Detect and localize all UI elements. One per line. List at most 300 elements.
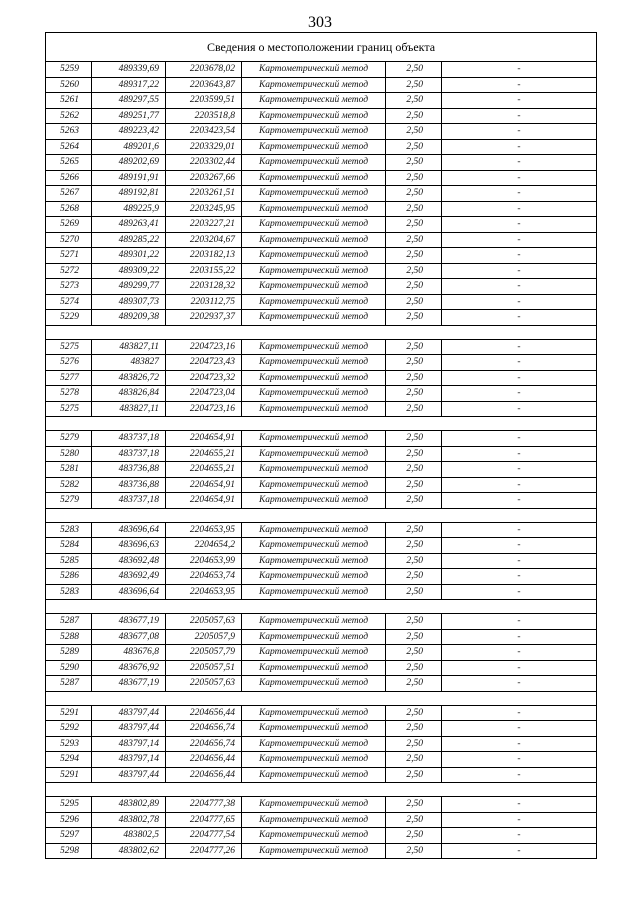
x-coordinate-cell: 489285,22: [92, 232, 166, 248]
table-row: [46, 170, 597, 186]
point-number-cell: 5265: [46, 155, 92, 171]
y-coordinate-cell: 2204653,99: [166, 553, 242, 569]
point-number-cell: 5279: [46, 493, 92, 509]
y-coordinate-cell: 2204656,44: [166, 705, 242, 721]
y-coordinate-cell: 2204654,2: [166, 538, 242, 554]
x-coordinate-cell: 483797,14: [92, 752, 166, 768]
y-coordinate-cell: 2204655,21: [166, 462, 242, 478]
x-coordinate-cell: 483736,88: [92, 462, 166, 478]
separator-cell: [46, 600, 597, 614]
method-cell: Картометрический метод: [242, 310, 386, 326]
description-cell: -: [442, 77, 597, 93]
point-number-cell: 5288: [46, 629, 92, 645]
method-cell: Картометрический метод: [242, 812, 386, 828]
x-coordinate-cell: 483802,62: [92, 843, 166, 859]
point-number-cell: 5281: [46, 462, 92, 478]
accuracy-cell: 2,50: [386, 812, 442, 828]
accuracy-cell: 2,50: [386, 828, 442, 844]
method-cell: Картометрический метод: [242, 62, 386, 78]
separator-row: [46, 783, 597, 797]
y-coordinate-cell: 2205057,63: [166, 676, 242, 692]
accuracy-cell: 2,50: [386, 263, 442, 279]
description-cell: -: [442, 232, 597, 248]
table-row: [46, 370, 597, 386]
y-coordinate-cell: 2204777,26: [166, 843, 242, 859]
point-number-cell: 5278: [46, 386, 92, 402]
boundary-table: [45, 32, 597, 859]
table-row: [46, 522, 597, 538]
table-row: [46, 279, 597, 295]
description-cell: -: [442, 339, 597, 355]
x-coordinate-cell: 483676,8: [92, 645, 166, 661]
method-cell: Картометрический метод: [242, 828, 386, 844]
table-row: [46, 77, 597, 93]
accuracy-cell: 2,50: [386, 752, 442, 768]
point-number-cell: 5263: [46, 124, 92, 140]
table-row: [46, 767, 597, 783]
description-cell: -: [442, 828, 597, 844]
method-cell: Картометрический метод: [242, 629, 386, 645]
description-cell: -: [442, 645, 597, 661]
accuracy-cell: 2,50: [386, 477, 442, 493]
page-number: 303: [308, 14, 332, 31]
point-number-cell: 5284: [46, 538, 92, 554]
description-cell: -: [442, 446, 597, 462]
x-coordinate-cell: 483827,11: [92, 339, 166, 355]
method-cell: Картометрический метод: [242, 660, 386, 676]
method-cell: Картометрический метод: [242, 431, 386, 447]
y-coordinate-cell: 2204653,74: [166, 569, 242, 585]
accuracy-cell: 2,50: [386, 139, 442, 155]
point-number-cell: 5267: [46, 186, 92, 202]
table-row: [46, 736, 597, 752]
table-body: [46, 33, 597, 859]
y-coordinate-cell: 2203227,21: [166, 217, 242, 233]
table-row: [46, 629, 597, 645]
table-row: [46, 355, 597, 371]
point-number-cell: 5287: [46, 614, 92, 630]
table-row: [46, 676, 597, 692]
method-cell: Картометрический метод: [242, 217, 386, 233]
accuracy-cell: 2,50: [386, 721, 442, 737]
y-coordinate-cell: 2205057,79: [166, 645, 242, 661]
point-number-cell: 5271: [46, 248, 92, 264]
table-row: [46, 431, 597, 447]
table-row: [46, 124, 597, 140]
table-row: [46, 93, 597, 109]
x-coordinate-cell: 483692,48: [92, 553, 166, 569]
x-coordinate-cell: 489317,22: [92, 77, 166, 93]
point-number-cell: 5294: [46, 752, 92, 768]
point-number-cell: 5291: [46, 705, 92, 721]
x-coordinate-cell: 489192,81: [92, 186, 166, 202]
separator-cell: [46, 508, 597, 522]
point-number-cell: 5276: [46, 355, 92, 371]
method-cell: Картометрический метод: [242, 263, 386, 279]
point-number-cell: 5296: [46, 812, 92, 828]
description-cell: -: [442, 767, 597, 783]
description-cell: -: [442, 93, 597, 109]
point-number-cell: 5268: [46, 201, 92, 217]
method-cell: Картометрический метод: [242, 676, 386, 692]
y-coordinate-cell: 2204777,54: [166, 828, 242, 844]
accuracy-cell: 2,50: [386, 767, 442, 783]
point-number-cell: 5291: [46, 767, 92, 783]
point-number-cell: 5283: [46, 522, 92, 538]
description-cell: -: [442, 752, 597, 768]
accuracy-cell: 2,50: [386, 248, 442, 264]
x-coordinate-cell: 483802,5: [92, 828, 166, 844]
separator-row: [46, 325, 597, 339]
y-coordinate-cell: 2203599,51: [166, 93, 242, 109]
y-coordinate-cell: 2204654,91: [166, 493, 242, 509]
table-row: [46, 155, 597, 171]
table-row: [46, 201, 597, 217]
description-cell: -: [442, 201, 597, 217]
point-number-cell: 5261: [46, 93, 92, 109]
accuracy-cell: 2,50: [386, 660, 442, 676]
point-number-cell: 5270: [46, 232, 92, 248]
method-cell: Картометрический метод: [242, 446, 386, 462]
y-coordinate-cell: 2205057,9: [166, 629, 242, 645]
accuracy-cell: 2,50: [386, 584, 442, 600]
table-row: [46, 386, 597, 402]
method-cell: Картометрический метод: [242, 538, 386, 554]
description-cell: -: [442, 170, 597, 186]
table-row: [46, 139, 597, 155]
x-coordinate-cell: 489191,91: [92, 170, 166, 186]
table-row: [46, 232, 597, 248]
point-number-cell: 5282: [46, 477, 92, 493]
accuracy-cell: 2,50: [386, 217, 442, 233]
y-coordinate-cell: 2205057,51: [166, 660, 242, 676]
accuracy-cell: 2,50: [386, 186, 442, 202]
accuracy-cell: 2,50: [386, 462, 442, 478]
accuracy-cell: 2,50: [386, 355, 442, 371]
separator-row: [46, 691, 597, 705]
table-row: [46, 217, 597, 233]
y-coordinate-cell: 2204723,16: [166, 339, 242, 355]
table-row: [46, 248, 597, 264]
method-cell: Картометрический метод: [242, 108, 386, 124]
description-cell: -: [442, 370, 597, 386]
x-coordinate-cell: 483737,18: [92, 446, 166, 462]
x-coordinate-cell: 483797,44: [92, 721, 166, 737]
table-row: [46, 339, 597, 355]
table-row: [46, 62, 597, 78]
accuracy-cell: 2,50: [386, 431, 442, 447]
point-number-cell: 5275: [46, 401, 92, 417]
y-coordinate-cell: 2204656,74: [166, 736, 242, 752]
y-coordinate-cell: 2205057,63: [166, 614, 242, 630]
description-cell: -: [442, 553, 597, 569]
table-row: [46, 660, 597, 676]
x-coordinate-cell: 483797,44: [92, 705, 166, 721]
description-cell: -: [442, 248, 597, 264]
method-cell: Картометрический метод: [242, 645, 386, 661]
description-cell: -: [442, 477, 597, 493]
x-coordinate-cell: 483696,64: [92, 584, 166, 600]
table-row: [46, 294, 597, 310]
method-cell: Картометрический метод: [242, 170, 386, 186]
point-number-cell: 5274: [46, 294, 92, 310]
y-coordinate-cell: 2204656,74: [166, 721, 242, 737]
method-cell: Картометрический метод: [242, 294, 386, 310]
point-number-cell: 5285: [46, 553, 92, 569]
separator-row: [46, 417, 597, 431]
description-cell: -: [442, 263, 597, 279]
table-row: [46, 812, 597, 828]
method-cell: Картометрический метод: [242, 248, 386, 264]
description-cell: -: [442, 108, 597, 124]
y-coordinate-cell: 2202937,37: [166, 310, 242, 326]
method-cell: Картометрический метод: [242, 401, 386, 417]
method-cell: Картометрический метод: [242, 93, 386, 109]
accuracy-cell: 2,50: [386, 370, 442, 386]
x-coordinate-cell: 489309,22: [92, 263, 166, 279]
point-number-cell: 5297: [46, 828, 92, 844]
description-cell: -: [442, 676, 597, 692]
y-coordinate-cell: 2204656,44: [166, 752, 242, 768]
method-cell: Картометрический метод: [242, 721, 386, 737]
method-cell: Картометрический метод: [242, 767, 386, 783]
description-cell: -: [442, 401, 597, 417]
x-coordinate-cell: 489201,6: [92, 139, 166, 155]
y-coordinate-cell: 2203643,87: [166, 77, 242, 93]
point-number-cell: 5229: [46, 310, 92, 326]
x-coordinate-cell: 483692,49: [92, 569, 166, 585]
y-coordinate-cell: 2203261,51: [166, 186, 242, 202]
method-cell: Картометрический метод: [242, 736, 386, 752]
x-coordinate-cell: 483696,63: [92, 538, 166, 554]
description-cell: -: [442, 797, 597, 813]
description-cell: -: [442, 431, 597, 447]
x-coordinate-cell: 483827,11: [92, 401, 166, 417]
accuracy-cell: 2,50: [386, 201, 442, 217]
method-cell: Картометрический метод: [242, 462, 386, 478]
y-coordinate-cell: 2204777,38: [166, 797, 242, 813]
accuracy-cell: 2,50: [386, 339, 442, 355]
table-row: [46, 263, 597, 279]
y-coordinate-cell: 2204654,91: [166, 431, 242, 447]
accuracy-cell: 2,50: [386, 108, 442, 124]
table-row: [46, 752, 597, 768]
point-number-cell: 5289: [46, 645, 92, 661]
x-coordinate-cell: 483826,72: [92, 370, 166, 386]
table-title: Сведения о местоположении границ объекта: [46, 33, 597, 62]
x-coordinate-cell: 483797,44: [92, 767, 166, 783]
accuracy-cell: 2,50: [386, 797, 442, 813]
method-cell: Картометрический метод: [242, 339, 386, 355]
accuracy-cell: 2,50: [386, 310, 442, 326]
method-cell: Картометрический метод: [242, 569, 386, 585]
x-coordinate-cell: 489297,55: [92, 93, 166, 109]
x-coordinate-cell: 489301,22: [92, 248, 166, 264]
separator-cell: [46, 783, 597, 797]
description-cell: -: [442, 721, 597, 737]
table-row: [46, 553, 597, 569]
x-coordinate-cell: 489202,69: [92, 155, 166, 171]
method-cell: Картометрический метод: [242, 370, 386, 386]
y-coordinate-cell: 2204777,65: [166, 812, 242, 828]
description-cell: -: [442, 139, 597, 155]
point-number-cell: 5264: [46, 139, 92, 155]
point-number-cell: 5275: [46, 339, 92, 355]
y-coordinate-cell: 2203128,32: [166, 279, 242, 295]
y-coordinate-cell: 2203204,67: [166, 232, 242, 248]
description-cell: -: [442, 217, 597, 233]
table-row: [46, 721, 597, 737]
table-row: [46, 797, 597, 813]
y-coordinate-cell: 2204723,32: [166, 370, 242, 386]
method-cell: Картометрический метод: [242, 186, 386, 202]
description-cell: -: [442, 155, 597, 171]
method-cell: Картометрический метод: [242, 752, 386, 768]
accuracy-cell: 2,50: [386, 705, 442, 721]
description-cell: -: [442, 294, 597, 310]
method-cell: Картометрический метод: [242, 155, 386, 171]
table-row: [46, 705, 597, 721]
x-coordinate-cell: 483677,19: [92, 614, 166, 630]
method-cell: Картометрический метод: [242, 124, 386, 140]
description-cell: -: [442, 538, 597, 554]
accuracy-cell: 2,50: [386, 124, 442, 140]
accuracy-cell: 2,50: [386, 401, 442, 417]
x-coordinate-cell: 489263,41: [92, 217, 166, 233]
accuracy-cell: 2,50: [386, 736, 442, 752]
table-row: [46, 462, 597, 478]
accuracy-cell: 2,50: [386, 386, 442, 402]
description-cell: -: [442, 660, 597, 676]
accuracy-cell: 2,50: [386, 446, 442, 462]
y-coordinate-cell: 2203302,44: [166, 155, 242, 171]
x-coordinate-cell: 483827: [92, 355, 166, 371]
description-cell: -: [442, 584, 597, 600]
accuracy-cell: 2,50: [386, 629, 442, 645]
table-row: [46, 645, 597, 661]
x-coordinate-cell: 483737,18: [92, 493, 166, 509]
separator-cell: [46, 691, 597, 705]
table-row: [46, 569, 597, 585]
point-number-cell: 5283: [46, 584, 92, 600]
y-coordinate-cell: 2204655,21: [166, 446, 242, 462]
method-cell: Картометрический метод: [242, 705, 386, 721]
point-number-cell: 5298: [46, 843, 92, 859]
point-number-cell: 5259: [46, 62, 92, 78]
y-coordinate-cell: 2204723,16: [166, 401, 242, 417]
point-number-cell: 5273: [46, 279, 92, 295]
x-coordinate-cell: 483677,08: [92, 629, 166, 645]
method-cell: Картометрический метод: [242, 493, 386, 509]
accuracy-cell: 2,50: [386, 93, 442, 109]
x-coordinate-cell: 483802,89: [92, 797, 166, 813]
x-coordinate-cell: 489307,73: [92, 294, 166, 310]
x-coordinate-cell: 489223,42: [92, 124, 166, 140]
method-cell: Картометрический метод: [242, 797, 386, 813]
point-number-cell: 5266: [46, 170, 92, 186]
accuracy-cell: 2,50: [386, 614, 442, 630]
method-cell: Картометрический метод: [242, 279, 386, 295]
description-cell: -: [442, 462, 597, 478]
description-cell: -: [442, 843, 597, 859]
accuracy-cell: 2,50: [386, 294, 442, 310]
table-row: [46, 584, 597, 600]
table-header-row: [46, 33, 597, 62]
description-cell: -: [442, 522, 597, 538]
method-cell: Картометрический метод: [242, 201, 386, 217]
x-coordinate-cell: 483677,19: [92, 676, 166, 692]
y-coordinate-cell: 2203423,54: [166, 124, 242, 140]
method-cell: Картометрический метод: [242, 386, 386, 402]
point-number-cell: 5292: [46, 721, 92, 737]
description-cell: -: [442, 812, 597, 828]
x-coordinate-cell: 483797,14: [92, 736, 166, 752]
y-coordinate-cell: 2203182,13: [166, 248, 242, 264]
method-cell: Картометрический метод: [242, 553, 386, 569]
description-cell: -: [442, 279, 597, 295]
y-coordinate-cell: 2204723,43: [166, 355, 242, 371]
description-cell: -: [442, 569, 597, 585]
table-row: [46, 477, 597, 493]
y-coordinate-cell: 2204656,44: [166, 767, 242, 783]
point-number-cell: 5287: [46, 676, 92, 692]
y-coordinate-cell: 2204723,04: [166, 386, 242, 402]
y-coordinate-cell: 2203112,75: [166, 294, 242, 310]
table-row: [46, 108, 597, 124]
method-cell: Картометрический метод: [242, 139, 386, 155]
x-coordinate-cell: 483802,78: [92, 812, 166, 828]
method-cell: Картометрический метод: [242, 77, 386, 93]
y-coordinate-cell: 2203518,8: [166, 108, 242, 124]
x-coordinate-cell: 483737,18: [92, 431, 166, 447]
separator-row: [46, 508, 597, 522]
method-cell: Картометрический метод: [242, 355, 386, 371]
accuracy-cell: 2,50: [386, 493, 442, 509]
table-row: [46, 446, 597, 462]
x-coordinate-cell: 489251,77: [92, 108, 166, 124]
separator-cell: [46, 325, 597, 339]
accuracy-cell: 2,50: [386, 77, 442, 93]
method-cell: Картометрический метод: [242, 843, 386, 859]
point-number-cell: 5269: [46, 217, 92, 233]
method-cell: Картометрический метод: [242, 232, 386, 248]
y-coordinate-cell: 2204654,91: [166, 477, 242, 493]
description-cell: -: [442, 614, 597, 630]
accuracy-cell: 2,50: [386, 538, 442, 554]
accuracy-cell: 2,50: [386, 676, 442, 692]
accuracy-cell: 2,50: [386, 155, 442, 171]
description-cell: -: [442, 310, 597, 326]
table-row: [46, 538, 597, 554]
x-coordinate-cell: 483676,92: [92, 660, 166, 676]
y-coordinate-cell: 2203155,22: [166, 263, 242, 279]
accuracy-cell: 2,50: [386, 645, 442, 661]
point-number-cell: 5277: [46, 370, 92, 386]
method-cell: Картометрический метод: [242, 584, 386, 600]
table-row: [46, 493, 597, 509]
point-number-cell: 5262: [46, 108, 92, 124]
point-number-cell: 5272: [46, 263, 92, 279]
point-number-cell: 5295: [46, 797, 92, 813]
accuracy-cell: 2,50: [386, 553, 442, 569]
y-coordinate-cell: 2203245,95: [166, 201, 242, 217]
point-number-cell: 5290: [46, 660, 92, 676]
description-cell: -: [442, 386, 597, 402]
table-row: [46, 401, 597, 417]
separator-row: [46, 600, 597, 614]
method-cell: Картометрический метод: [242, 477, 386, 493]
method-cell: Картометрический метод: [242, 614, 386, 630]
